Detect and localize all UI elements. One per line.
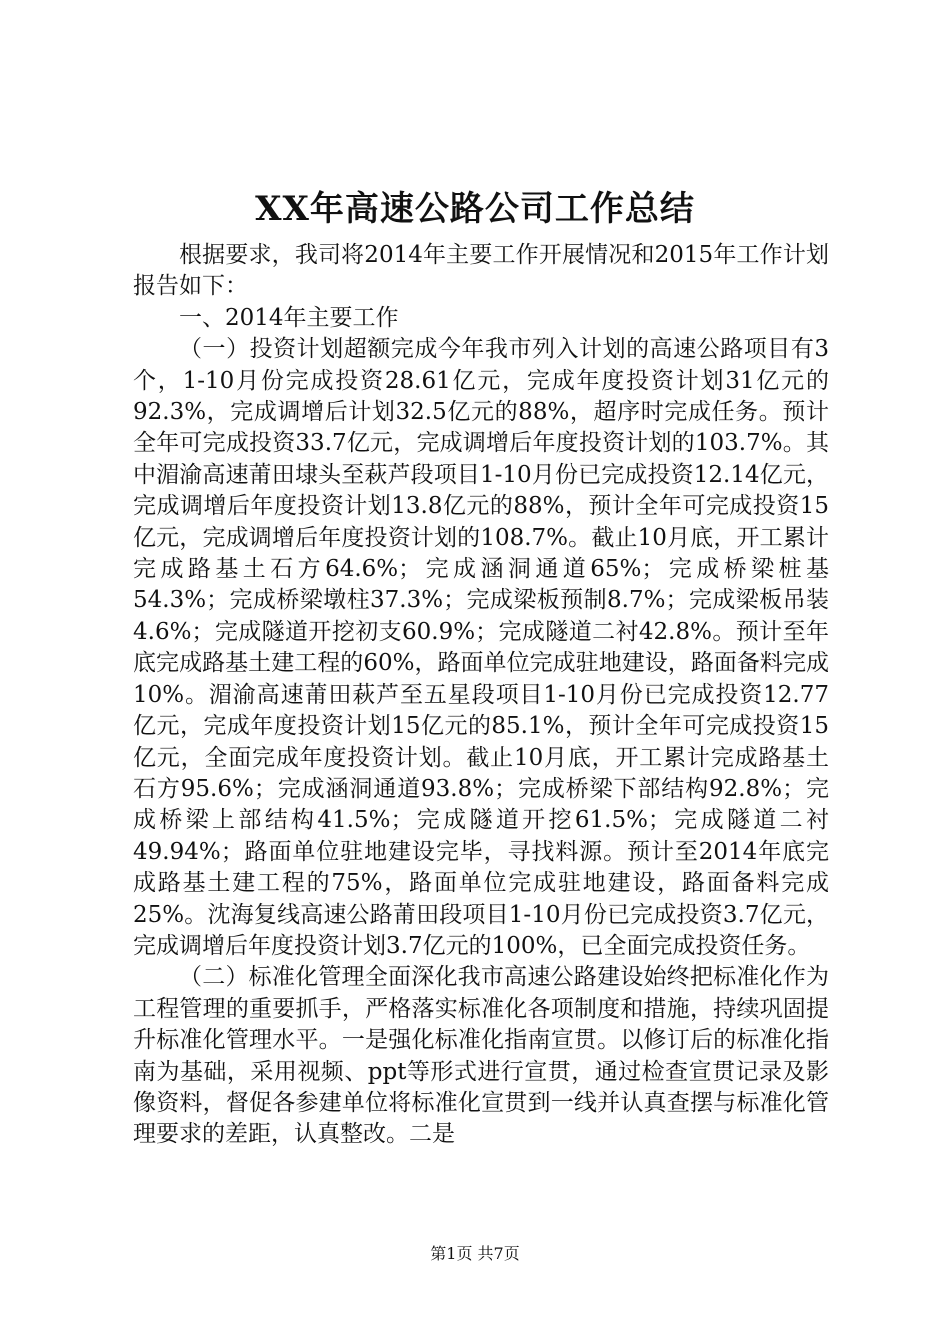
section-heading: 一、2014年主要工作 <box>179 304 399 331</box>
paragraph-investment: （一）投资计划超额完成今年我市列入计划的高速公路项目有3个，1-10月份完成投资28.61亿元，完成年度投资计划31亿元的92.3%，完成调增后计划32.5亿元的88%，超序时完成任务。预计全年可完成投资33.7亿元，完成调增后年度投资计划的103.7%。其中湄渝高速莆田埭头至萩芦段项目1-10月份已完成投资12.14亿元，完成调增后年度投资计划13.8亿元的88%，预计全年可完成投资15亿元，完成调增后年度投资计划的108.7%。截止10月底，开工累计完成路基土石方64.6%；完成涵洞通道65%；完成桥梁桩基54.3%；完成桥梁墩柱37.3%；完成梁板预制8.7%；完成梁板吊装4.6%；完成隧道开挖初支60.9%；完成隧道二衬42.8%。预计至年底完成路基土建工程的60%，路面单位完成驻地建设，路面备料完成10%。湄渝高速莆田萩芦至五星段项目1-10月份已完成投资12.77亿元，完成年度投资计划15亿元的85.1%，预计全年可完成投资15亿元，全面完成年度投资计划。截止10月底，开工累计完成路基土石方95.6%；完成涵洞通道93.8%；完成桥梁下部结构92.8%；完成桥梁上部结构41.5%；完成隧道开挖61.5%；完成隧道二衬49.94%；路面单位驻地建设完毕，寻找料源。预计至2014年底完成路基土建工程的75%，路面单位完成驻地建设，路面备料完成25%。沈海复线高速公路莆田段项目1-10月份已完成投资3.7亿元，完成调增后年度投资计划3.7亿元的100%，已全面完成投资任务。 <box>133 336 829 959</box>
page-footer: 第1页 共7页 <box>430 1244 520 1263</box>
paragraph-standardization: （二）标准化管理全面深化我市高速公路建设始终把标准化作为工程管理的重要抓手，严格落实标准化各项制度和措施，持续巩固提升标准化管理水平。一是强化标准化指南宣贯。以修订后的标准化指南为基础，采用视频、ppt等形式进行宣贯，通过检查宣贯记录及影像资料，督促各参建单位将标准化宣贯到一线并认真查摆与标准化管理要求的差距，认真整改。二是 <box>133 964 829 1148</box>
document-body <box>133 240 829 1151</box>
document-title: XX年高速公路公司工作总结 <box>255 189 695 229</box>
intro-paragraph: 根据要求，我司将2014年主要工作开展情况和2015年工作计划报告如下： <box>133 242 829 300</box>
